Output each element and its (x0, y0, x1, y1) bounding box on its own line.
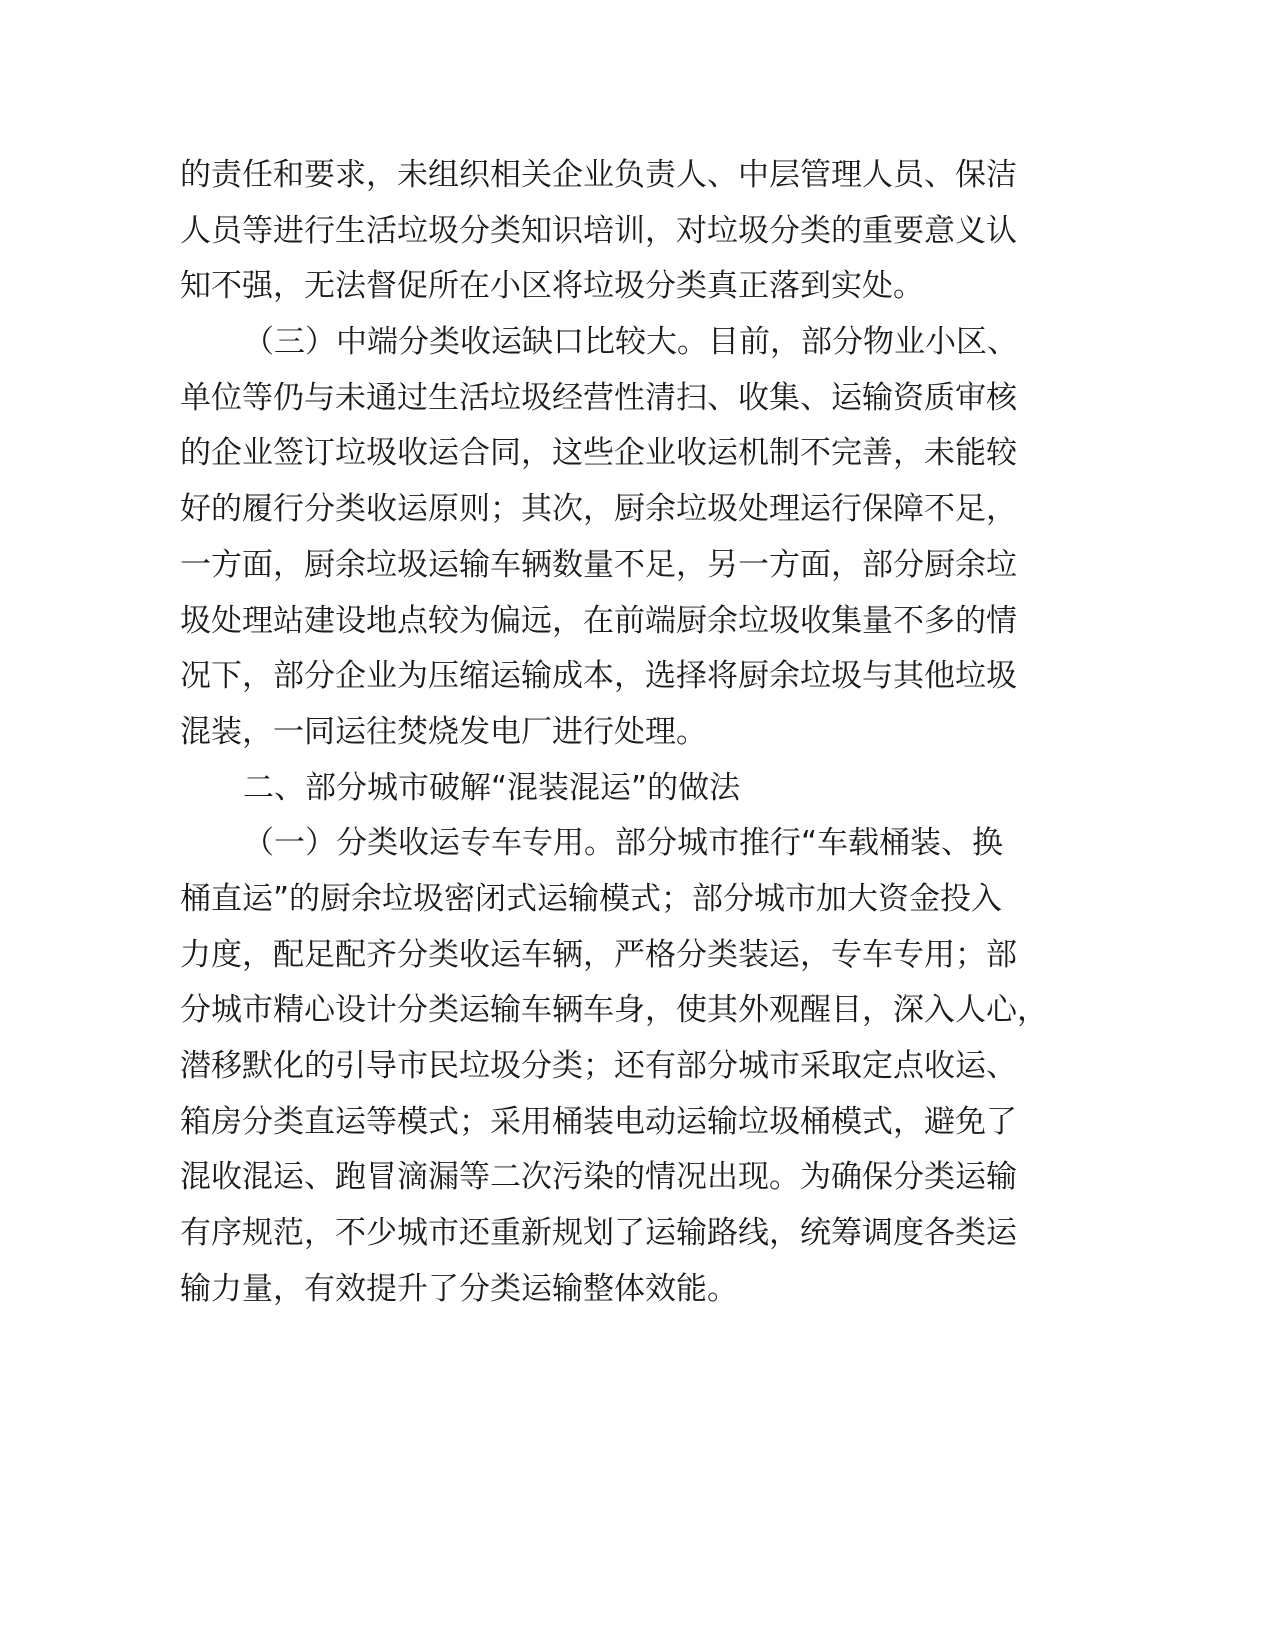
section-heading-3: （三）中端分类收运缺口比较大。目前，部分物业小区、 (243, 324, 1018, 361)
chapter-heading-2: 二、部分城市破解“混装混运”的做法 (243, 769, 741, 806)
text-line: 力度，配足配齐分类收运车辆，严格分类装运，专车专用；部 (180, 936, 1017, 973)
text-line: 混装，一同运往焚烧发电厂进行处理。 (180, 713, 707, 750)
text-line: 桶直运”的厨余垃圾密闭式运输模式；部分城市加大资金投入 (180, 880, 1003, 917)
text-line: 的企业签订垃圾收运合同，这些企业收运机制不完善，未能较 (180, 435, 1017, 472)
text-line: 混收混运、跑冒滴漏等二次污染的情况出现。为确保分类运输 (180, 1159, 1017, 1196)
text-line: 况下，部分企业为压缩运输成本，选择将厨余垃圾与其他垃圾 (180, 658, 1017, 695)
text-line: 单位等仍与未通过生活垃圾经营性清扫、收集、运输资质审核 (180, 379, 1017, 416)
text-line: 圾处理站建设地点较为偏远，在前端厨余垃圾收集量不多的情 (180, 602, 1017, 639)
text-line: 人员等进行生活垃圾分类知识培训，对垃圾分类的重要意义认 (180, 212, 1017, 249)
text-line: 分城市精心设计分类运输车辆车身，使其外观醒目，深入人心， (180, 992, 1048, 1029)
text-line: 有序规范，不少城市还重新规划了运输路线，统筹调度各类运 (180, 1215, 1017, 1252)
section-heading-1: （一）分类收运专车专用。部分城市推行“车载桶装、换 (243, 825, 1004, 862)
text-line: 知不强，无法督促所在小区将垃圾分类真正落到实处。 (180, 268, 924, 305)
text-line: 输力量，有效提升了分类运输整体效能。 (180, 1270, 738, 1307)
text-line: 的责任和要求，未组织相关企业负责人、中层管理人员、保洁 (180, 157, 1017, 193)
text-line: 箱房分类直运等模式；采用桶装电动运输垃圾桶模式，避免了 (180, 1103, 1017, 1140)
text-line: 潜移默化的引导市民垃圾分类；还有部分城市采取定点收运、 (180, 1048, 1017, 1084)
body-text (180, 148, 1060, 1317)
text-line: 好的履行分类收运原则；其次，厨余垃圾处理运行保障不足， (180, 491, 1017, 528)
text-line: 一方面，厨余垃圾运输车辆数量不足，另一方面，部分厨余垃 (180, 546, 1017, 583)
